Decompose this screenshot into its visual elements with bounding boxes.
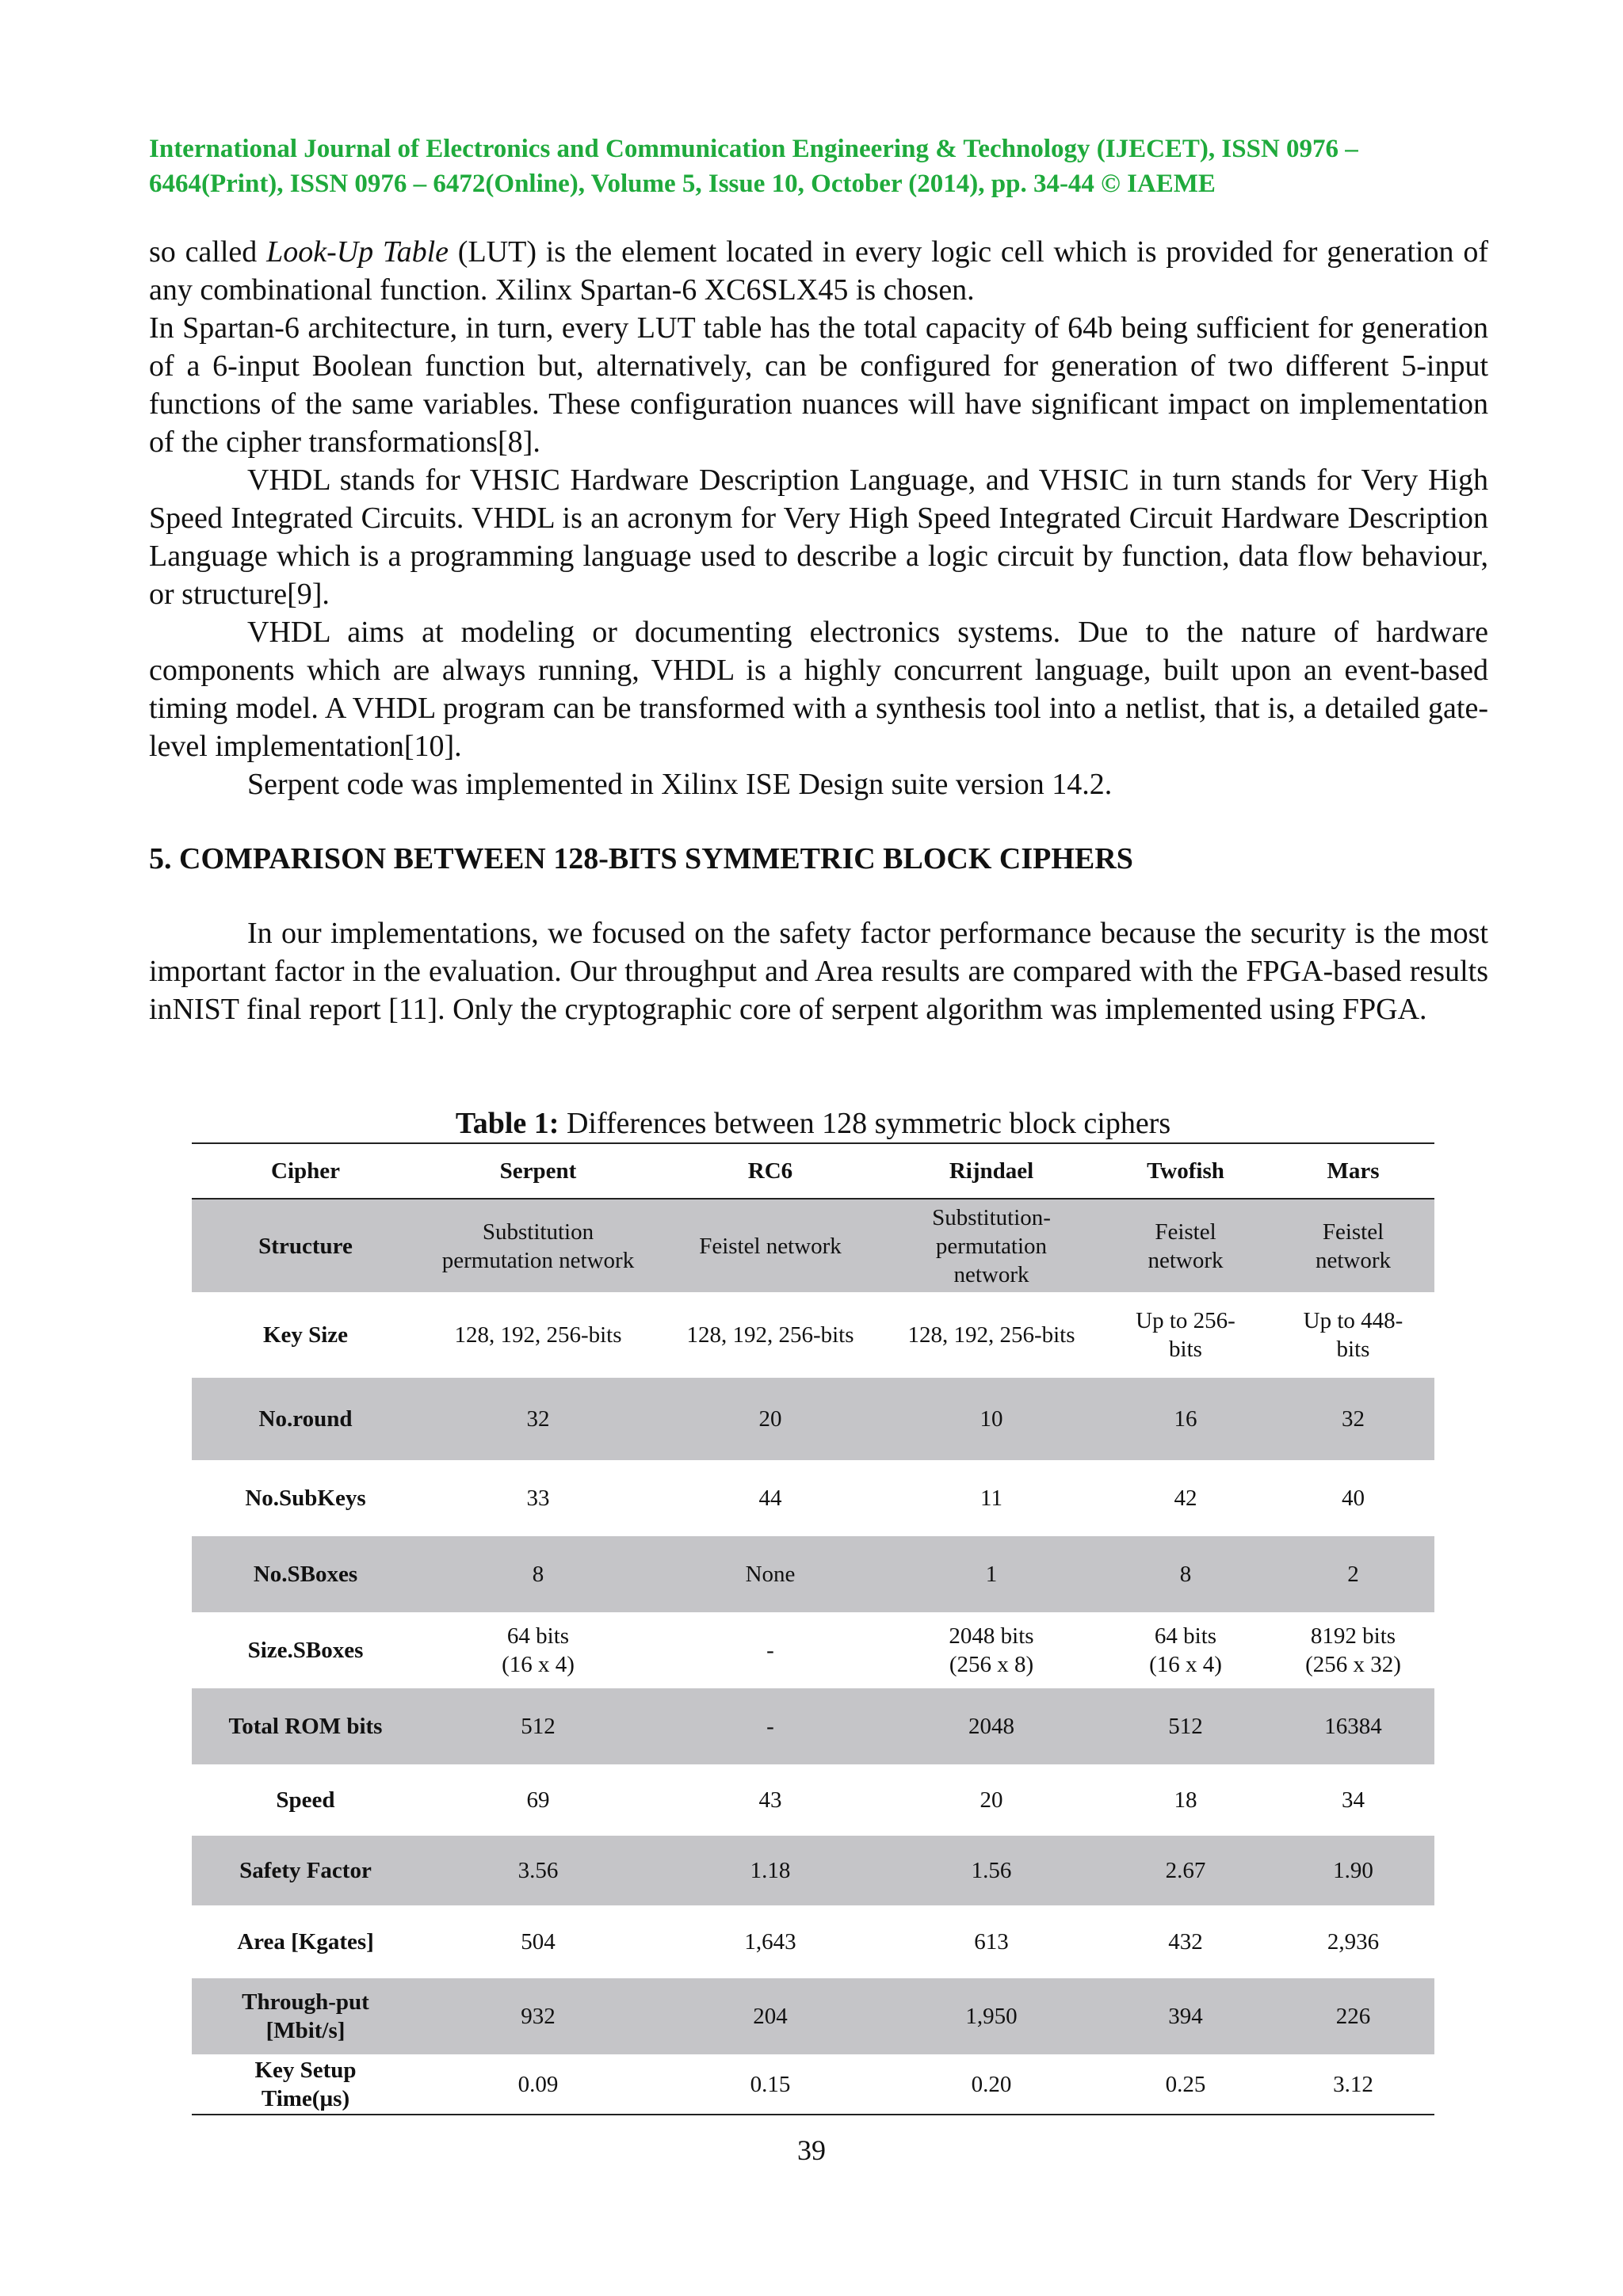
table-cell: 20 [980, 1787, 1003, 1813]
table-cell: 40 [1342, 1486, 1365, 1511]
journal-header-line-2: 6464(Print), ISSN 0976 – 6472(Online), Volume 5, Issue 10, October (2014), pp. 34-44 © IAEME [149, 170, 1216, 198]
table-row [192, 1378, 1434, 1460]
table-row [192, 1199, 1434, 1292]
column-header-0: Cipher [192, 1143, 419, 1199]
page-number: 39 [797, 2134, 826, 2166]
table-cell: Feistel network [1099, 1199, 1272, 1292]
paragraph-serpent-ise: Serpent code was implemented in Xilinx ISE Design suite version 14.2. [247, 768, 1113, 801]
paragraph-vhdl-definition: VHDL stands for VHSIC Hardware Description Language, and VHSIC in turn stands for Very High Speed Integrated Circuits. VHDL is an acronym for Very High Speed Integrated Circuit Hardware Description Language which is a programming language used to describe a logic circuit by function, data flow behaviour, or structure[9]. [149, 463, 1488, 611]
table-cell: 8 [1099, 1536, 1272, 1612]
table-row [192, 1764, 1434, 1836]
table-cell: Feistel network [1272, 1199, 1434, 1292]
cipher-comparison-table [192, 1142, 1434, 2115]
section-paragraph: In our implementations, we focused on the safety factor performance because the security is the most important factor in the evaluation. Our throughput and Area results are compared with the FPGA-based results inNIST final report [11]. Only the cryptographic core of serpent algorithm was implemented using FPGA. [149, 917, 1488, 1026]
table-cell: 0.09 [517, 2071, 559, 2097]
table-cell: 226 [1272, 1978, 1434, 2054]
table-cell: 2 [1272, 1536, 1434, 1612]
table-row [192, 2054, 1434, 2115]
table-cell: 2,936 [1327, 1929, 1380, 1955]
row-label: No.SBoxes [192, 1536, 419, 1612]
table-cell: 33 [526, 1486, 550, 1511]
paragraph-lut [149, 233, 1488, 309]
column-header-2: RC6 [657, 1143, 884, 1199]
table-cell: 128, 192, 256-bits [686, 1322, 854, 1348]
table-header-row [192, 1143, 1434, 1199]
row-label: No.SubKeys [245, 1486, 366, 1511]
table-cell: 3.56 [419, 1836, 657, 1905]
column-header-1: Serpent [419, 1143, 657, 1199]
table-caption [192, 1104, 1434, 1142]
table-row [192, 1612, 1434, 1688]
table-cell: 18 [1174, 1787, 1197, 1813]
table-cell: 1,643 [744, 1929, 796, 1955]
table-caption-label: Table 1: [455, 1107, 559, 1140]
journal-header [149, 132, 1488, 201]
table-row [192, 1536, 1434, 1612]
paragraph-lut-rest: (LUT) is the element located in every logic cell which is provided for generation of any combinational function. Xilinx Spartan-6 XC6SLX45 is chosen. [149, 235, 1488, 307]
table-cell: 1.56 [884, 1836, 1099, 1905]
row-label: Safety Factor [192, 1836, 419, 1905]
row-label: No.round [192, 1378, 419, 1460]
table-cell: 32 [419, 1378, 657, 1460]
table-cell: Substitution- permutation network [884, 1199, 1099, 1292]
table-cell: 394 [1099, 1978, 1272, 2054]
table-cell: 3.12 [1333, 2071, 1373, 2097]
row-label: Total ROM bits [192, 1688, 419, 1764]
table-cell: 0.15 [750, 2071, 791, 2097]
column-header-4: Twofish [1099, 1143, 1272, 1199]
column-header-3: Rijndael [884, 1143, 1099, 1199]
row-label: Structure [192, 1199, 419, 1292]
paragraph-spartan6: In Spartan-6 architecture, in turn, every LUT table has the total capacity of 64b being sufficient for generation of a 6-input Boolean function but, alternatively, can be configured for generation of two different 5-input functions of the same variables. These configuration nuances will have significant impact on implementation of the cipher transformations[8]. [149, 311, 1488, 459]
table-cell: 512 [419, 1688, 657, 1764]
table-cell: 8 [419, 1536, 657, 1612]
table-cell: Substitution permutation network [419, 1199, 657, 1292]
table-cell: 11 [980, 1486, 1002, 1511]
row-label: Through-put [Mbit/s] [192, 1978, 419, 2054]
table-cell: 1.18 [657, 1836, 884, 1905]
table-row [192, 1292, 1434, 1378]
table-row [192, 1905, 1434, 1978]
row-label: Speed [276, 1787, 335, 1813]
table-cell: 2.67 [1099, 1836, 1272, 1905]
table-cell: 512 [1099, 1688, 1272, 1764]
table-cell: 8192 bits (256 x 32) [1305, 1623, 1401, 1677]
table-cell: 44 [758, 1486, 782, 1511]
table-cell: 20 [657, 1378, 884, 1460]
table-cell: 16 [1099, 1378, 1272, 1460]
table-cell: 64 bits (16 x 4) [502, 1623, 575, 1677]
table-cell: 42 [1174, 1486, 1197, 1511]
table-cell: - [766, 1638, 774, 1663]
table-cell: - [657, 1688, 884, 1764]
table-cell: 432 [1168, 1929, 1203, 1955]
paragraph-vhdl-aims: VHDL aims at modeling or documenting electronics systems. Due to the nature of hardware components which are always running, VHDL is a highly concurrent language, built upon an event-based timing model. A VHDL program can be transformed with a synthesis tool into a netlist, that is, a detailed gate-level implementation[10]. [149, 616, 1488, 763]
table-cell: 69 [526, 1787, 550, 1813]
table-cell: Up to 448- bits [1303, 1308, 1403, 1362]
table-row [192, 1836, 1434, 1905]
row-label: Key Setup Time(µs) [254, 2057, 357, 2111]
table-cell: 1 [884, 1536, 1099, 1612]
table-cell: 1,950 [884, 1978, 1099, 2054]
table-cell: 0.20 [971, 2071, 1012, 2097]
table-cell: 2048 bits (256 x 8) [949, 1623, 1034, 1677]
table-cell: 932 [419, 1978, 657, 2054]
table-cell: 16384 [1272, 1688, 1434, 1764]
table-cell: 32 [1272, 1378, 1434, 1460]
table-cell: 128, 192, 256-bits [907, 1322, 1075, 1348]
row-label: Area [Kgates] [237, 1929, 374, 1955]
table-cell: 2048 [884, 1688, 1099, 1764]
paragraph-lut-start: so called [149, 235, 267, 269]
journal-header-line-1: International Journal of Electronics and Communication Engineering & Technology (IJECET), ISSN 0976 – [149, 135, 1358, 163]
table-cell: 0.25 [1165, 2071, 1206, 2097]
table-cell: 128, 192, 256-bits [454, 1322, 622, 1348]
table-row [192, 1688, 1434, 1764]
table-cell: Up to 256- bits [1136, 1308, 1235, 1362]
table-cell: 34 [1342, 1787, 1365, 1813]
section-heading: 5. COMPARISON BETWEEN 128-BITS SYMMETRIC BLOCK CIPHERS [149, 842, 1133, 875]
table-row [192, 1978, 1434, 2054]
table-row [192, 1460, 1434, 1536]
body-text [149, 233, 1488, 803]
column-header-5: Mars [1272, 1143, 1434, 1199]
row-label: Size.SBoxes [247, 1638, 364, 1663]
table-cell: 64 bits (16 x 4) [1149, 1623, 1222, 1677]
table-cell: 613 [974, 1929, 1009, 1955]
table-cell: None [657, 1536, 884, 1612]
table-cell: 504 [521, 1929, 556, 1955]
table-cell: Feistel network [657, 1199, 884, 1292]
row-label: Key Size [262, 1322, 349, 1348]
table-cell: 43 [758, 1787, 782, 1813]
table-cell: 204 [657, 1978, 884, 2054]
table-cell: 1.90 [1272, 1836, 1434, 1905]
lut-term: Look-Up Table [266, 235, 449, 269]
table-cell: 10 [884, 1378, 1099, 1460]
table-caption-text: Differences between 128 symmetric block ciphers [559, 1107, 1171, 1140]
